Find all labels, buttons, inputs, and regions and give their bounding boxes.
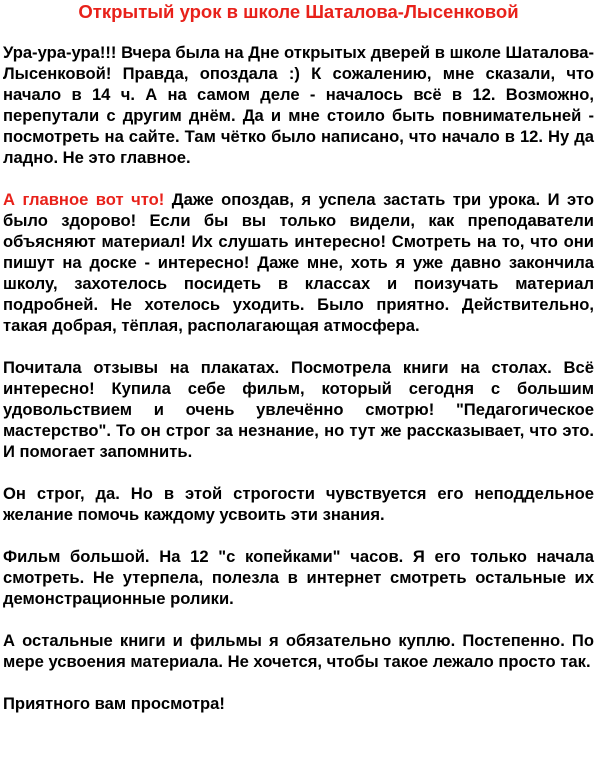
paragraph-6: А остальные книги и фильмы я обязательно куплю. Постепенно. По мере усвоения материала. Не хочется, чтобы такое лежало просто так. [3, 631, 594, 671]
paragraph-7: Приятного вам просмотра! [3, 694, 225, 713]
page-title: Открытый урок в школе Шаталова-Лысенковой [78, 1, 519, 22]
paragraph-1: Ура-ура-ура!!! Вчера была на Дне открытых дверей в школе Шаталова-Лысенковой! Правда, опоздала :) К сожалению, мне сказали, что начало в 14 ч. А на самом деле - началось всё в 12. Возможно, перепутали с другим днём. Да и мне стоило быть повнимательней - посмотреть на сайте. Там чётко было написано, что начало в 12. Ну да ладно. Не это главное. [3, 43, 594, 167]
paragraph-4: Он строг, да. Но в этой строгости чувствуется его неподдельное желание помочь каждому усвоить эти знания. [3, 484, 594, 524]
paragraph-2-text: Даже опоздав, я успела застать три урока. И это было здорово! Если бы вы только видели, как преподаватели объясняют материал! Их слушать интересно! Смотреть на то, что они пишут на доске - интересно! Даже мне, хоть я уже давно закончила школу, захотелось посидеть в классах и поизучать материал подробней. Не хотелось уходить. Было приятно. Действительно, такая добрая, тёплая, располагающая атмосфера. [3, 190, 594, 335]
paragraph-2-highlight: А главное вот что! [3, 190, 165, 209]
paragraph-3: Почитала отзывы на плакатах. Посмотрела книги на столах. Всё интересно! Купила себе фильм, который сегодня с большим удовольствием и очень увлечённо смотрю! "Педагогическое мастерство". То он строг за незнание, но тут же рассказывает, что это. И помогает запомнить. [3, 358, 594, 461]
paragraph-2 [3, 189, 594, 336]
paragraph-5: Фильм большой. На 12 "с копейками" часов. Я его только начала смотреть. Не утерпела, полезла в интернет смотреть остальные их демонстрационные ролики. [3, 547, 594, 608]
